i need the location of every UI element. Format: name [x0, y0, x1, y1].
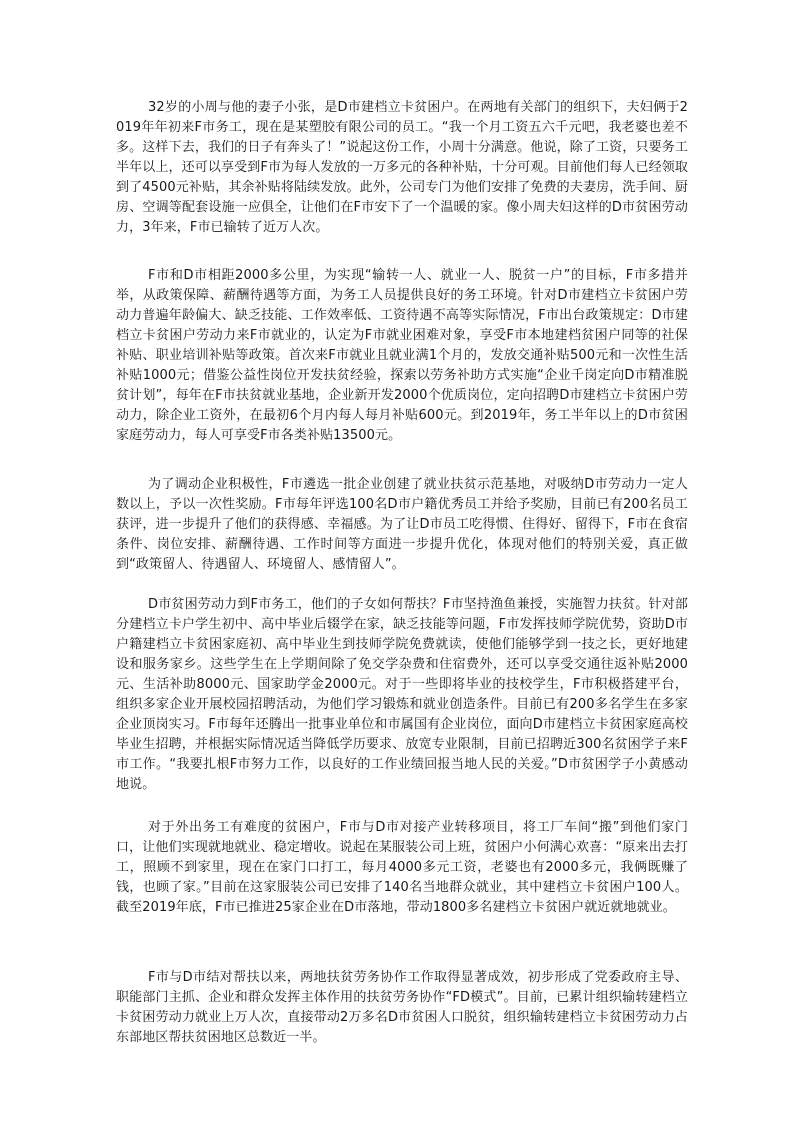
paragraph-1: 32岁的小周与他的妻子小张，是D市建档立卡贫困户。在两地有关部门的组织下，夫妇俩于2019年年初来F市务工，现在是某塑胶有限公司的员工。“我一个月工资五六千元吧，我老婆也差不多。这样下去，我们的日子有奔头了！”说起这份工作，小周十分满意。他说，除了工资，只要务工半年以上，还可以享受到F市为每人发放的一万多元的各种补贴，十分可观。目前他们每人已经领取到了4500元补贴，其余补贴将陆续发放。此外，公司专门为他们安排了免费的夫妻房，洗手间、厨房、空调等配套设施一应俱全，让他们在F市安下了一个温暖的家。像小周夫妇这样的D市贫困劳动力，3年来，F市已输转了近万人次。 — [116, 100, 688, 235]
paragraph-5: 对于外出务工有难度的贫困户，F市与D市对接产业转移项目，将工厂车间“搬”到他们家门口，让他们实现就地就业、稳定增收。说起在某服装公司上班，贫困户小何满心欢喜：“原来出去打工，照顾不到家里，现在在家门口打工，每月4000多元工资，老婆也有2000多元，我俩既赚了钱，也顾了家。”目前在这家服装公司已安排了140名当地群众就业，其中建档立卡贫困户100人。截至2019年底，F市已推进25家企业在D市落地，带动1800多名建档立卡贫困户就近就地就业。 — [116, 820, 688, 915]
paragraph-6: F市与D市结对帮扶以来，两地扶贫劳务协作工作取得显著成效，初步形成了党委政府主导、职能部门主抓、企业和群众发挥主体作用的扶贫劳务协作“FD模式”。目前，已累计组织输转建档立卡贫困劳动力就业上万人次，直接带动2万多名D市贫困人口脱贫，组织输转建档立卡贫困劳动力占东部地区帮扶贫困地区总数近一半。 — [116, 970, 688, 1045]
paragraph-4: D市贫困劳动力到F市务工，他们的子女如何帮扶？F市坚持渔鱼兼授，实施智力扶贫。针对部分建档立卡户学生初中、高中毕业后辍学在家，缺乏技能等问题，F市发挥技师学院优势，资助D市户籍建档立卡贫困家庭初、高中毕业生到技师学院免费就读，使他们能够学到一技之长，更好地建设和服务家乡。这些学生在上学期间除了免交学杂费和住宿费外，还可以享受交通往返补贴2000元、生活补助8000元、国家助学金2000元。对于一些即将毕业的技校学生，F市积极搭建平台，组织多家企业开展校园招聘活动，为他们学习锻炼和就业创造条件。目前已有200多名学生在多家企业顶岗实习。F市每年还腾出一批事业单位和市属国有企业岗位，面向D市建档立卡贫困家庭高校毕业生招聘，并根据实际情况适当降低学历要求、放宽专业限制，目前已招聘近300名贫困学子来F市工作。“我要扎根F市努力工作，以良好的工作业绩回报当地人民的关爱。”D市贫困学子小黄感动地说。 — [116, 597, 688, 792]
paragraph-3: 为了调动企业积极性，F市遴选一批企业创建了就业扶贫示范基地，对吸纳D市劳动力一定人数以上，予以一次性奖励。F市每年评选100名D市户籍优秀员工并给予奖励，目前已有200名员工获评，进一步提升了他们的获得感、幸福感。为了让D市员工吃得惯、住得好、留得下，F市在食宿条件、岗位安排、薪酬待遇、工作时间等方面进一步提升优化，体现对他们的特别关爱，真正做到“政策留人、待遇留人、环境留人、感情留人”。 — [116, 477, 688, 572]
paragraph-2: F市和D市相距2000多公里，为实现“输转一人、就业一人、脱贫一户”的目标，F市多措并举，从政策保障、薪酬待遇等方面，为务工人员提供良好的务工环境。针对D市建档立卡贫困户劳动力普遍年龄偏大、缺乏技能、工作效率低、工资待遇不高等实际情况，F市出台政策规定：D市建档立卡贫困户劳动力来F市就业的，认定为F市就业困难对象，享受F市本地建档贫困户同等的社保补贴、职业培训补贴等政策。首次来F市就业且就业满1个月的，发放交通补贴500元和一次性生活补贴1000元；借鉴公益性岗位开发扶贫经验，探索以劳务补助方式实施“企业千岗定向D市精准脱贫计划”，每年在F市扶贫就业基地，企业新开发2000个优质岗位，定向招聘D市建档立卡贫困户劳动力，除企业工资外，在最初6个月内每人每月补贴600元。到2019年，务工半年以上的D市贫困家庭劳动力，每人可享受F市各类补贴13500元。 — [116, 268, 688, 443]
